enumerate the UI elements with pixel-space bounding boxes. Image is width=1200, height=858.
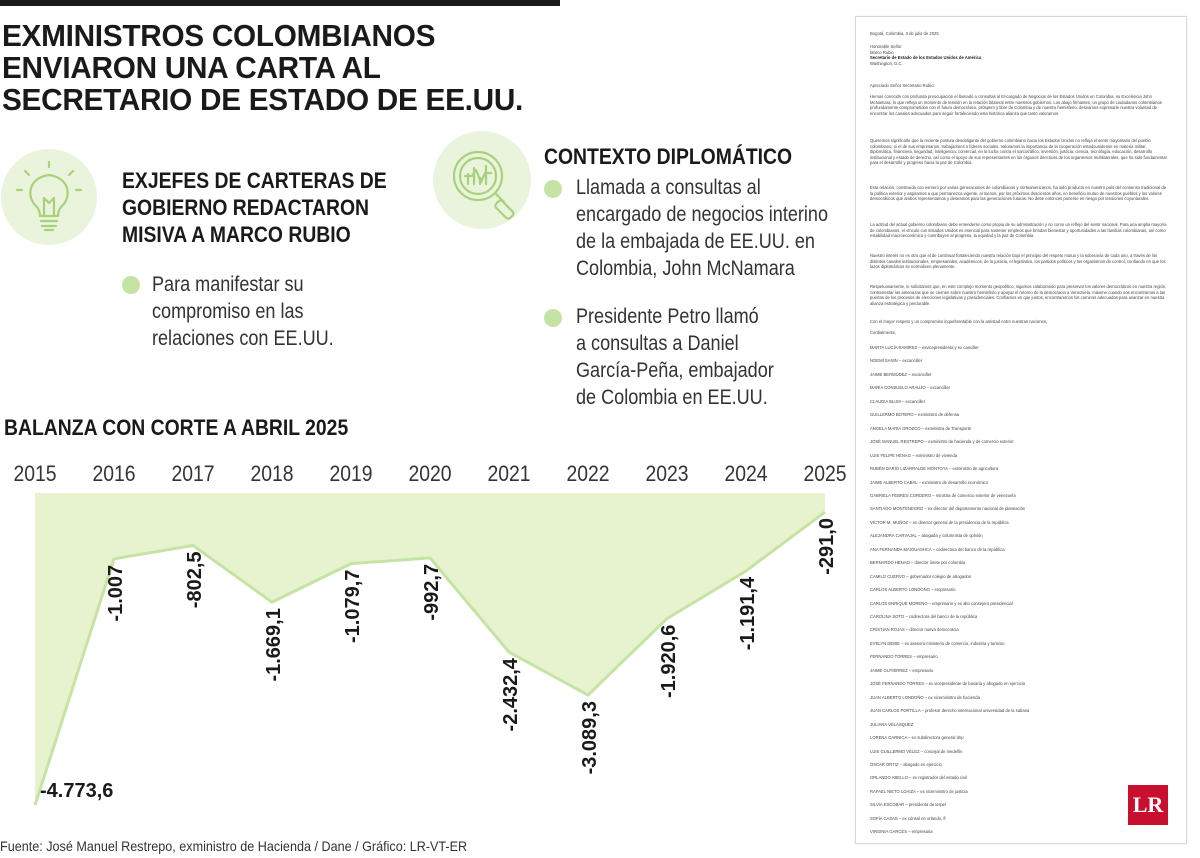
year-tick-label: 2018	[250, 461, 294, 487]
letter-paragraph: Esta relación, construida con esmero por varias generaciones de colombianos y norteamericanos, ha sido producto en nuestro país del consenso tradicional de la política exterior y aspiramos a que permanezca vigente, al menos, por los próximos doscientos años, en beneficio mutuo de nuestros pueblos y los valores democráticos que ambos representamos y deseamos para las generaciones futuras. No debe entonces ponerse en riesgo por tensiones coyunturales.	[870, 185, 1167, 202]
letter-date: Bogotá, Colombia, 3 de julio de 2025	[870, 31, 939, 36]
letter-document	[855, 16, 1187, 844]
signatory: JAIME BERMÚDEZ – excanciller	[870, 371, 932, 377]
bullet-dot	[122, 276, 140, 294]
value-label: -3.089,3	[579, 701, 601, 775]
value-label: -291,0	[816, 518, 838, 575]
signatory: ÓSCAR ORTIZ – abogado en ejercicio	[870, 761, 942, 767]
year-tick-label: 2019	[329, 461, 373, 487]
signatory: CRISTIAN ROJAS – director nueva democracia	[870, 627, 959, 633]
value-label: -4.773,6	[40, 780, 114, 803]
letter-closing: Cordialmente,	[870, 330, 897, 335]
signatory: GABRIELA FEBRES CORDERO – ministra de comercio exterior de venezuela	[870, 492, 1016, 498]
lr-logo: LR	[1128, 785, 1168, 825]
signatory: JAIME ALBERTO CABAL – exministro de desarrollo económico	[870, 479, 988, 485]
year-tick-label: 2020	[408, 461, 452, 487]
signatory: VÍCTOR M. MUÑOZ – ex director general de la presidencia de la república	[870, 519, 1009, 525]
signatory: ANGELA MARÍA OROZCO – exministra de Transporte	[870, 425, 972, 431]
context-bullet-line: a consultas a Daniel	[576, 332, 739, 355]
year-tick-label: 2022	[566, 461, 610, 487]
left-bullet-line: relaciones con EE.UU.	[152, 327, 334, 350]
value-label: -1.669,1	[263, 608, 285, 682]
chart-title: BALANZA CON CORTE A ABRIL 2025	[4, 415, 349, 440]
top-rule	[0, 0, 560, 6]
addressee-line: Marco Rubio	[870, 49, 894, 55]
signatory: SILVIA ESCOBAR – presidenta de terpel	[870, 802, 946, 808]
signatory: MARTA LUCÍA RAMÍREZ – exvicepresidenta y ex canciller	[870, 345, 979, 350]
source-note: Fuente: José Manuel Restrepo, exministro de Hacienda / Dane / Gráfico: LR-VT-ER	[0, 838, 468, 854]
value-label: -1.079,7	[342, 569, 364, 644]
signatory: RAFAEL NIETO LOAIZA – ex viceministro de justicia	[870, 788, 968, 794]
signatory: LORENA GARNICA – ex subdirectora general dnp	[870, 735, 964, 741]
signatory: NOEMÍ SANÍN – excanciller	[870, 358, 923, 364]
signatory: BERNARDO HENAO – director ûnete por colombia	[870, 560, 966, 566]
letter-paragraph: La actitud del actual gobierno colombiano debe entenderse como propia de su administración y no como un reflejo del sentir nacional. Para una amplia mayoría de colombianos, el vínculo con Estados Unidos es esencial para sostener empleos que brindan bienestar y oportunidades a las familias colombianas, así como estabilidad macroeconómica y contribuyen al progreso, la equidad y la paz de Colombia.	[870, 222, 1167, 239]
context-bullet-line: Colombia, John McNamara	[576, 257, 795, 280]
left-bullet-line: Para manifestar su	[152, 273, 304, 296]
headline: EXMINISTROS COLOMBIANOS ENVIARON UNA CARTA AL SECRETARIO DE ESTADO DE EE.UU.	[2, 18, 524, 117]
letter-paragraph: Nuestro interés no es otro que el de continuar fortaleciendo nuestra relación bajo el principio del respeto mutuo y la soberanía de cada uno, a través de los distintos canales institucionales, empresariales, académicos, de la justicia, el legislativo, los partidos políticos y los organismos de control, confiando en que los lazos diplomáticos se normalicen plenamente.	[870, 253, 1166, 270]
addressee-line: Honorable Señor	[870, 44, 902, 49]
signatory: CAMILO CUERVO – gobernador colegio de abogados	[870, 573, 971, 579]
signatory: LUIS FELIPE HENAO – exministro de vivienda	[870, 452, 958, 458]
bullet-dot	[544, 180, 562, 198]
letter-paragraph: Queremos significarle que la reciente postura desobligante del gobierno colombiano hacia los Estados Unidos no refleja el sentir mayoritario del pueblo colombiano, ni el de sus empresarios, trabajadores o líderes sociales. Valoramos la importancia de la cooperación estadounidense en materia militar, diplomática, financiera, seguridad, inteligencia, comercial, en la lucha contra el narcotráfico, inversión, justicia, ciencia, tecnología, educación, desarrollo institucional y estado de derecho, así como el apoyo de sus representantes en los órganos directivos de los organismos multilaterales, que ha sido fundamental para el desarrollo y progreso hacia la paz de Colombia.	[870, 138, 1167, 166]
letter-salutation: Apreciado Señor Secretario Rubio:	[870, 83, 935, 88]
signatory: JOSÉ FERNANDO TORRES – ex vicepresidente de bavaria y abogado en ejercicio	[870, 681, 1026, 687]
signatory: ANA FERNANDA MAIGUASHCA – codirectora del banco de la república	[870, 546, 1005, 552]
lightbulb-icon	[0, 148, 98, 246]
signatory: EVELYN DEIBE – ex asesora ministerio de comercio, industria y turismo	[870, 640, 1005, 646]
year-tick-label: 2016	[92, 461, 136, 487]
signatory: SOFÍA CASAS – ex cónsul en orlando, fl	[870, 815, 946, 821]
context-bullet-1	[576, 174, 828, 282]
signatory: ALEJANDRA CARVAJAL – abogada y columnista de opinión	[870, 533, 983, 539]
left-title-line: EXJEFES DE CARTERAS DE	[122, 168, 387, 193]
value-label: -1.920,6	[658, 624, 680, 698]
signatory: JULIANA VELÁSQUEZ	[870, 721, 914, 727]
signatory: JUAN ALBERTO LONDOÑO – ex viceministro de hacienda	[870, 694, 980, 700]
letter-addressee	[870, 44, 1170, 66]
signatory: CAROLINA SOTO – codirectora del banco de la república	[870, 614, 978, 619]
value-label: -992,7	[421, 563, 443, 621]
value-label: -2.432,4	[500, 658, 522, 732]
signatory: JAIME GUTIÉRREZ – empresario	[870, 667, 934, 673]
year-tick-label: 2021	[487, 461, 531, 487]
value-label: -1.007	[105, 564, 127, 622]
signatory: FERNANDO TORRES – empresario	[870, 654, 938, 660]
value-label: -1.191,4	[737, 576, 759, 651]
balance-area	[35, 493, 825, 805]
left-block-title	[122, 167, 387, 248]
context-bullet-line: Presidente Petro llamó	[576, 305, 759, 328]
left-bullet	[152, 271, 334, 352]
signatory: ORLANDO ABELLO – ex registrador del estado civil	[870, 775, 967, 781]
year-tick-label: 2025	[803, 461, 847, 487]
signatory: RUBÉN DARÍO LIZARRALDE MONTOYA – exministro de agricultura	[870, 466, 999, 472]
balance-chart	[0, 445, 850, 835]
letter-paragraph: Con el mayor respeto y un compromiso inquebrantable con la amistad entre nuestras naciones,	[870, 319, 1048, 324]
signatory: MARÍA CONSUELO ARAUJO – excanciller	[870, 385, 951, 391]
signatory: CARLOS ALBERTO LONDOÑO – empresario	[870, 587, 956, 593]
context-bullet-line: encargado de negocios interino	[576, 203, 829, 226]
year-tick-label: 2015	[13, 461, 57, 487]
signatory: GUILLERMO BOTERO – exministro de defensa	[870, 412, 960, 418]
context-bullet-line: de Colombia en EE.UU.	[576, 386, 768, 409]
signatory: JUAN CARLOS PORTILLA – profesor derecho internacional universidad de la sabana	[870, 708, 1030, 714]
left-title-line: GOBIERNO REDACTARON	[122, 195, 370, 220]
left-bullet-line: compromiso en las	[152, 300, 304, 323]
signatory: CLAUDIA BLUM – excanciller	[870, 398, 926, 404]
context-bullet-line: García-Peña, embajador	[576, 359, 774, 382]
signatory: CARLOS ENRIQUE MORENO – empresario y ex alto consejero presidencial	[870, 600, 1013, 606]
left-title-line: MISIVA A MARCO RUBIO	[122, 222, 351, 247]
magnifier-chart-icon	[432, 130, 532, 230]
value-label: -802,5	[184, 551, 206, 609]
year-tick-label: 2023	[645, 461, 689, 487]
letter-paragraph: Hemos conocido con profunda preocupación el llamado a consultas al Encargado de Negocios de los Estados Unidos en Colombia, su Excelencia John McNamara, lo que refleja un momento de tensión en la relación bilateral entre nuestros gobiernos. Los abajo firmantes, un grupo de ciudadanos colombianos profundamente comprometidos con el futuro democrático, próspero y libre de Colombia y de nuestro hemisferio, deseamos expresarle nuestra voluntad de encontrar los canales adecuados para seguir fortaleciendo esta histórica alianza que tanto valoramos.	[870, 94, 1162, 116]
signatory: LUIS GUILLERMO VÉLEZ – concejal de medellín	[870, 748, 963, 754]
addressee-line: Washington, D.C.	[870, 60, 903, 66]
signatory: VIRGINIA GARCÉS – empresaria	[870, 829, 933, 835]
signatory: SANTIAGO MONTENEGRO – ex director del departamento nacional de planeación	[870, 506, 1026, 512]
letter-paragraph: Respetuosamente, le solicitamos que, en este complejo momento geopolítico, sigamos colaborando para preservar los valores democráticos en nuestra región, contrarrestar las amenazas que se ciernen sobre nuestro hemisferio y apoyar el retorno de la democracia a Venezuela, máxime cuando nos encontramos a las puertas de los procesos de elecciones legislativas y presidenciales. Confiamos en que juntos, encontraremos los caminos adecuados para avanzar en nuestra alianza estratégica y perdurable.	[870, 284, 1167, 306]
signatory: JOSÉ MANUEL RESTREPO – exministro de hacienda y de comercio exterior	[870, 439, 1014, 445]
addressee-title: Secretario de Estado de los Estados Unidos de América	[870, 55, 982, 61]
year-tick-label: 2024	[724, 461, 768, 487]
bullet-dot	[544, 309, 562, 327]
context-bullet-line: Llamada a consultas al	[576, 176, 761, 199]
context-bullet-2	[576, 303, 774, 411]
context-bullet-line: de la embajada de EE.UU. en	[576, 230, 815, 253]
year-tick-label: 2017	[171, 461, 215, 487]
context-title: CONTEXTO DIPLOMÁTICO	[544, 144, 793, 169]
